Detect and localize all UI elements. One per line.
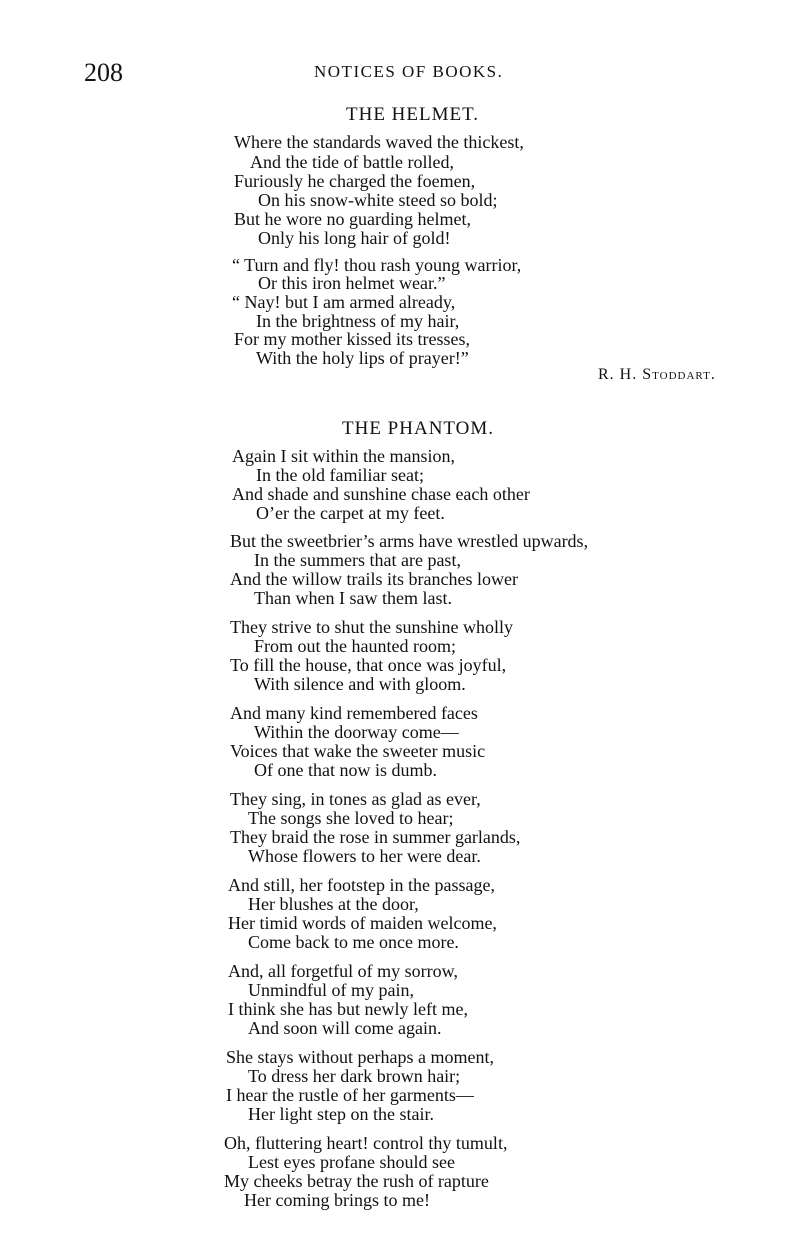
poem-line: Only his long hair of gold! (258, 228, 451, 248)
poem-line: In the brightness of my hair, (256, 311, 460, 331)
poem-line: Within the doorway come— (254, 722, 459, 742)
poem-line: And many kind remembered faces (230, 703, 478, 723)
poem-line: Come back to me once more. (248, 932, 459, 952)
poem-line: Her timid words of maiden welcome, (228, 913, 497, 933)
poem-line: They strive to shut the sunshine wholly (230, 617, 513, 637)
poem-line: She stays without perhaps a moment, (226, 1047, 494, 1067)
poem-line: With silence and with gloom. (254, 674, 466, 694)
poem-line: To fill the house, that once was joyful, (230, 655, 507, 675)
page-number: 208 (84, 58, 123, 87)
poem-line: “ Nay! but I am armed already, (232, 292, 456, 312)
poem-line: On his snow-white steed so bold; (258, 190, 498, 210)
poem-line: And the tide of battle rolled, (250, 152, 454, 172)
poem-line: Her coming brings to me! (244, 1190, 430, 1210)
poem-line: In the old familiar seat; (256, 465, 424, 485)
poem-line: They sing, in tones as glad as ever, (230, 789, 481, 809)
helmet-attribution: R. H. Stoddart. (598, 366, 716, 383)
poem-line: The songs she loved to hear; (248, 808, 454, 828)
poem-line: For my mother kissed its tresses, (234, 329, 470, 349)
poem-line: To dress her dark brown hair; (248, 1066, 461, 1086)
poem-line: With the holy lips of prayer!” (256, 348, 469, 368)
poem-line: Of one that now is dumb. (254, 760, 437, 780)
poem-line: But he wore no guarding helmet, (234, 209, 471, 229)
poem-line: I think she has but newly left me, (228, 999, 468, 1019)
poem-line: Her light step on the stair. (248, 1104, 434, 1124)
poem-line: “ Turn and fly! thou rash young warrior, (232, 255, 522, 275)
running-head: NOTICES OF BOOKS. (314, 62, 504, 81)
poem-line: Oh, fluttering heart! control thy tumult, (224, 1133, 508, 1153)
helmet-poem-title: THE HELMET. (346, 104, 480, 125)
poem-line: Furiously he charged the foemen, (234, 171, 476, 191)
poem-line: Unmindful of my pain, (248, 980, 414, 1000)
poem-line: O’er the carpet at my feet. (256, 503, 445, 523)
poem-line: My cheeks betray the rush of rapture (224, 1171, 489, 1191)
poem-line: But the sweetbrier’s arms have wrestled upwards, (230, 531, 589, 551)
poem-line: And the willow trails its branches lower (230, 569, 518, 589)
poem-line: In the summers that are past, (254, 550, 461, 570)
poem-line: I hear the rustle of her garments— (226, 1085, 474, 1105)
poem-line: And, all forgetful of my sorrow, (228, 961, 458, 981)
poem-line: Or this iron helmet wear.” (258, 273, 446, 293)
phantom-poem-title: THE PHANTOM. (342, 418, 495, 439)
poem-line: And shade and sunshine chase each other (232, 484, 530, 504)
poem-line: Whose flowers to her were dear. (248, 846, 481, 866)
poem-line: From out the haunted room; (254, 636, 456, 656)
poem-line: Where the standards waved the thickest, (234, 132, 524, 152)
poem-line: Lest eyes profane should see (248, 1152, 455, 1172)
poem-line: And soon will come again. (248, 1018, 442, 1038)
poem-line: Voices that wake the sweeter music (230, 741, 486, 761)
poem-line: Than when I saw them last. (254, 588, 452, 608)
poem-line: And still, her footstep in the passage, (228, 875, 495, 895)
poem-line: Her blushes at the door, (248, 894, 419, 914)
poem-line: Again I sit within the mansion, (232, 446, 455, 466)
poem-line: They braid the rose in summer garlands, (230, 827, 521, 847)
